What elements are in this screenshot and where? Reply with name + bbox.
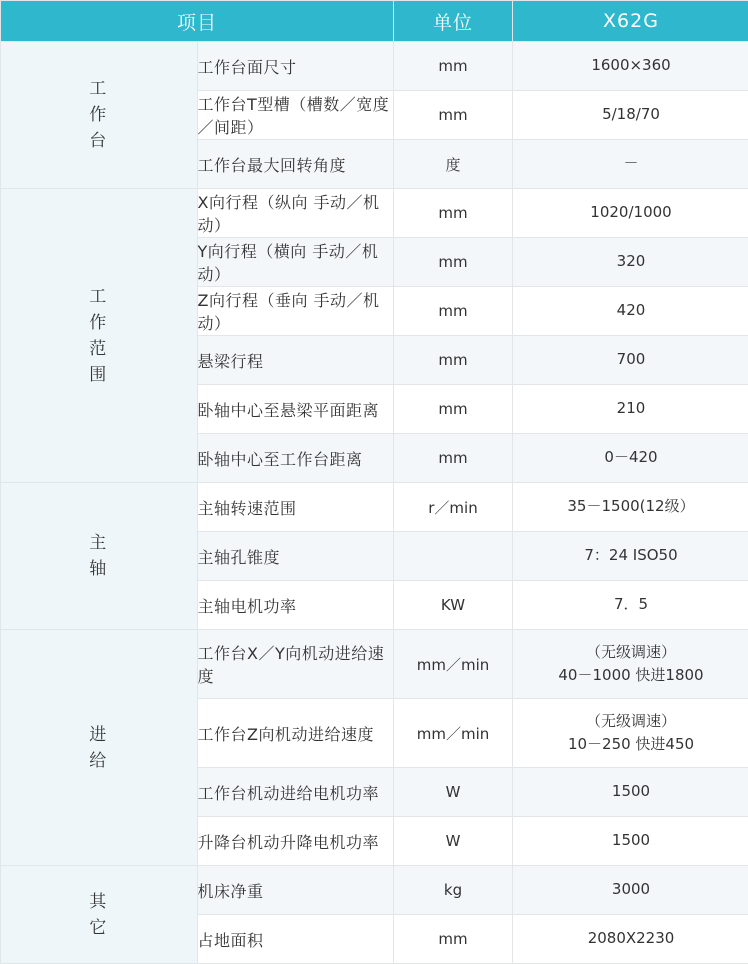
- group-label-text: 其它: [88, 889, 110, 941]
- row-value: 35－1500(12级）: [513, 483, 748, 532]
- group-label-0: [1, 42, 198, 189]
- row-unit: mm／min: [394, 630, 513, 699]
- row-unit: W: [394, 768, 513, 817]
- row-item-name: 工作台Z向机动进给速度: [197, 699, 394, 768]
- row-value: 3000: [513, 866, 748, 915]
- group-label-text: 主轴: [88, 530, 110, 582]
- row-item-name: 卧轴中心至悬梁平面距离: [197, 385, 394, 434]
- table-row: [1, 42, 748, 91]
- row-unit: mm: [394, 91, 513, 140]
- row-unit: [394, 532, 513, 581]
- group-label-1: [1, 189, 198, 483]
- row-unit: W: [394, 817, 513, 866]
- row-item-name: 工作台面尺寸: [197, 42, 394, 91]
- row-unit: mm: [394, 42, 513, 91]
- table-row: [1, 189, 748, 238]
- row-value: 1500: [513, 817, 748, 866]
- row-unit: mm: [394, 434, 513, 483]
- row-item-name: 主轴电机功率: [197, 581, 394, 630]
- row-unit: kg: [394, 866, 513, 915]
- row-value: 7．5: [513, 581, 748, 630]
- table-body: [1, 42, 748, 964]
- row-unit: mm: [394, 915, 513, 964]
- row-value: 320: [513, 238, 748, 287]
- row-item-name: 悬梁行程: [197, 336, 394, 385]
- row-unit: mm: [394, 189, 513, 238]
- row-value: [513, 699, 748, 768]
- row-unit: r／min: [394, 483, 513, 532]
- row-value: 210: [513, 385, 748, 434]
- row-unit: mm／min: [394, 699, 513, 768]
- row-value: 1020/1000: [513, 189, 748, 238]
- table-row: [1, 630, 748, 699]
- row-value: －: [513, 140, 748, 189]
- table-row: [1, 866, 748, 915]
- row-item-name: Z向行程（垂向 手动／机动）: [197, 287, 394, 336]
- group-label-4: [1, 866, 198, 964]
- row-item-name: 主轴转速范围: [197, 483, 394, 532]
- group-label-2: [1, 483, 198, 630]
- row-value: 5/18/70: [513, 91, 748, 140]
- table-header-row: [1, 1, 748, 42]
- table-header: [1, 1, 748, 42]
- row-item-name: 占地面积: [197, 915, 394, 964]
- row-value: 2080X2230: [513, 915, 748, 964]
- row-value-line1: （无级调速）: [513, 710, 748, 733]
- row-value-line2: 40－1000 快进1800: [513, 664, 748, 687]
- table-row: [1, 483, 748, 532]
- row-item-name: X向行程（纵向 手动／机动）: [197, 189, 394, 238]
- row-value-line2: 10－250 快进450: [513, 733, 748, 756]
- group-label-text: 进给: [88, 722, 110, 774]
- group-label-text: 工作范围: [88, 284, 110, 388]
- row-unit: mm: [394, 385, 513, 434]
- row-value: 7：24 ISO50: [513, 532, 748, 581]
- row-item-name: 工作台最大回转角度: [197, 140, 394, 189]
- row-value: 1500: [513, 768, 748, 817]
- row-value: 0－420: [513, 434, 748, 483]
- row-item-name: 主轴孔锥度: [197, 532, 394, 581]
- column-header-model: X62G: [513, 1, 748, 42]
- row-value: [513, 630, 748, 699]
- group-label-text: 工作台: [88, 76, 110, 154]
- row-item-name: 机床净重: [197, 866, 394, 915]
- row-value: 1600×360: [513, 42, 748, 91]
- row-unit: mm: [394, 287, 513, 336]
- row-item-name: 工作台T型槽（槽数／宽度／间距）: [197, 91, 394, 140]
- row-unit: 度: [394, 140, 513, 189]
- row-item-name: 卧轴中心至工作台距离: [197, 434, 394, 483]
- row-value-line1: （无级调速）: [513, 641, 748, 664]
- row-item-name: 升降台机动升降电机功率: [197, 817, 394, 866]
- row-item-name: 工作台X／Y向机动进给速度: [197, 630, 394, 699]
- row-value: 420: [513, 287, 748, 336]
- column-header-unit: 单位: [394, 1, 513, 42]
- column-header-item: 项目: [1, 1, 394, 42]
- row-value: 700: [513, 336, 748, 385]
- row-item-name: Y向行程（横向 手动／机动）: [197, 238, 394, 287]
- row-unit: mm: [394, 238, 513, 287]
- row-item-name: 工作台机动进给电机功率: [197, 768, 394, 817]
- row-unit: KW: [394, 581, 513, 630]
- row-unit: mm: [394, 336, 513, 385]
- group-label-3: [1, 630, 198, 866]
